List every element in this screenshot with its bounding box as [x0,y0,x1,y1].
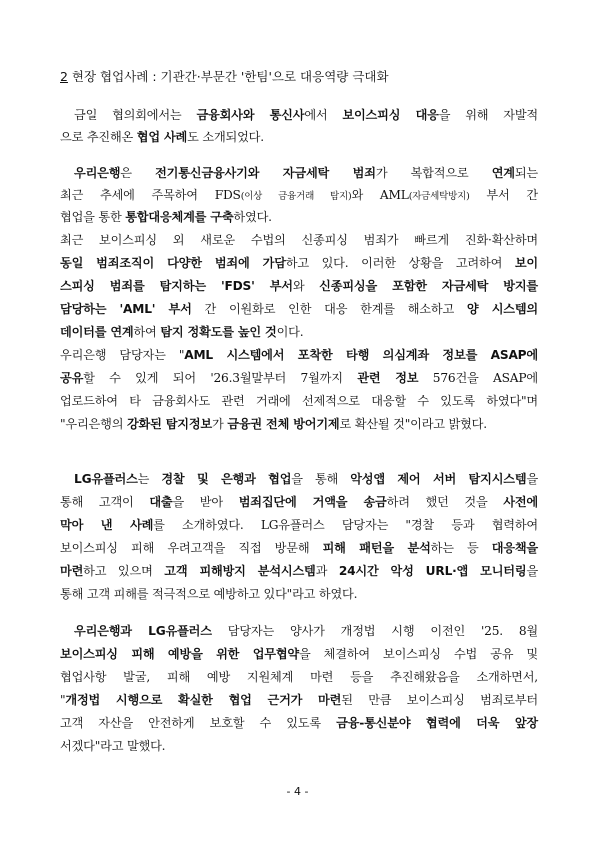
bold-text: 경찰 및 은행과 협업 [161,472,292,486]
text: "우리은행의 [60,417,127,431]
text: 을 받아 [172,495,239,509]
bold-text: 범죄집단에 거액을 송금 [238,495,387,509]
bold-text: 개정법 시행으로 확실한 협업 근거가 마련 [65,693,342,707]
p2-line-7 [60,299,538,320]
p3-line-3 [60,515,538,536]
bold-text: 동일 범죄조직이 다양한 범죄에 가담 [60,256,286,270]
p2-line-6 [60,276,538,297]
text: 간 이원화로 인한 대응 한계를 해소하고 [191,302,467,316]
text: 에서 [304,108,343,122]
text: 하고 있으며 [83,564,165,578]
text: 을 통해 [291,472,351,486]
text: 576건을 ASAP에 [418,371,538,385]
bold-text: 고객 피해방지 분석시스템 [164,564,316,578]
p2-line-3 [60,207,538,228]
bold-text: 통합대응체계를 구축 [125,210,234,224]
p2-line-10 [60,368,538,389]
text: 와 [292,279,320,293]
bold-text: 연계 [491,166,515,180]
text: 을 [526,472,539,486]
text: 가 [212,417,228,431]
text: 하여 [133,325,161,339]
text: 보이스피싱 피해 우려고객을 직접 방문해 [60,541,323,555]
p2-line-4 [60,230,538,251]
p4-line-4 [60,690,538,711]
text: 도 소개되었다. [187,130,264,144]
p2-line-11 [60,391,538,412]
bold-text: 피해 패턴을 분석 [322,541,431,555]
bold-text: 보이스피싱 대응 [342,108,439,122]
bold-text: 양 시스템의 [466,302,538,316]
bold-text: 마련 [60,564,84,578]
bold-text: LG유플러스 [74,472,138,486]
p2-line-5 [60,253,538,274]
p2-line-9 [60,345,538,366]
text: 으로 추진해온 [60,130,137,144]
bold-text: 신종피싱을 포함한 자금세탁 방지를 [319,279,539,293]
p4-line-1 [60,621,538,642]
text: 고객 자산을 안전하게 보호할 수 있도록 [60,716,337,730]
text: 하고 있다. 이러한 상황을 고려하여 [285,256,515,270]
p3-line-2 [60,492,538,513]
p4-line-5 [60,713,538,734]
bold-text: 담당하는 'AML' 부서 [60,302,192,316]
bold-text: 우리은행 [74,166,121,180]
p3-line-5 [60,561,538,582]
text: 되는 [514,166,538,180]
p3-line-4 [60,538,538,559]
bold-text: 우리은행과 LG유플러스 [74,624,212,638]
p4-line-2 [60,644,538,665]
bold-text: 공유 [60,371,84,385]
text: 최근 추세에 주목하여 FDS [60,188,241,202]
text: 담당자는 양사가 개정법 시행 이전인 '25. 8월 [211,624,538,638]
text: 가 복합적으로 [375,166,492,180]
text: 은 [120,166,156,180]
text: " [60,693,66,707]
text: 로 확산될 것"이라고 밝혔다. [339,417,487,431]
bold-text: AML 시스템에서 포착한 타행 의심계좌 정보를 ASAP에 [184,348,538,362]
bold-text: 대응책을 [491,541,538,555]
bold-text: 전기통신금융사기와 자금세탁 범죄 [155,166,376,180]
section-number: 2 [60,69,68,84]
bold-text: 탐지 정확도를 높인 것 [160,325,277,339]
text: 된 만큼 보이스피싱 범죄로부터 [341,693,538,707]
p4-line-3 [60,667,538,688]
bold-text: 강화된 탐지정보 [126,417,213,431]
text: 금일 협의회에서는 [74,108,197,122]
text: 는 [137,472,162,486]
page-number: - 4 - [286,785,309,798]
bold-text: 보이스피싱 피해 예방을 위한 업무협약 [60,647,299,661]
bold-text: 스피싱 범죄를 탐지하는 'FDS' 부서 [60,279,293,293]
small-text: (이상 금융거래 탐지) [240,191,352,202]
bold-text: 대출 [149,495,173,509]
text: 협업사항 발굴, 피해 예방 지원체계 마련 등을 추진해왔음을 소개하면서, [60,670,538,684]
bold-text: 금융회사와 통신사 [196,108,305,122]
p2-line-1 [60,163,538,184]
bold-text: 24시간 악성 URL·앱 모니터링 [338,564,527,578]
bold-text: 사전에 [503,495,538,509]
bold-text: 금융권 전체 방어기제 [227,417,340,431]
text: 협업을 통한 [60,210,126,224]
bold-text: 데이터를 연계 [60,325,134,339]
p3-line-6 [60,584,538,605]
p2-line-12 [60,414,538,435]
text: 서겠다"라고 말했다. [60,739,166,753]
p1-line-1 [60,105,538,126]
text: 업로드하여 타 금융회사도 관련 거래에 선제적으로 대응할 수 있도록 하였다"며 [60,394,538,408]
text: 을 [526,564,539,578]
p1-line-2 [60,127,538,148]
text: 하려 했던 것을 [386,495,504,509]
text: 하는 등 [430,541,492,555]
text: 통해 고객 피해를 적극적으로 예방하고 있다"라고 하였다. [60,587,358,601]
p3-line-1 [60,469,538,490]
text: 와 AML [351,188,409,202]
text: 를 소개하였다. LG유플러스 담당자는 "경찰 등과 협력하여 [153,518,538,532]
text: 부서 간 [469,188,538,202]
p4-line-6 [60,736,538,757]
text: 을 체결하여 보이스피싱 수법 공유 및 [298,647,538,661]
bold-text: 막아 낸 사례 [60,518,154,532]
section-heading [60,67,540,87]
small-text: (자금세탁방지) [408,191,470,202]
text: 하였다. [233,210,272,224]
p2-line-2 [60,185,538,207]
text: 을 위해 자발적 [438,108,539,122]
bold-text: 관련 정보 [357,371,419,385]
bold-text: 보이 [514,256,538,270]
text: 우리은행 담당자는 " [60,348,185,362]
section-title: 현장 협업사례 : 기관간·부문간 '한팀'으로 대응역량 극대화 [67,69,389,84]
text: 할 수 있게 되어 '26.3월말부터 7월까지 [83,371,358,385]
bold-text: 협업 사례 [136,130,188,144]
text: 과 [315,564,339,578]
p2-line-8 [60,322,538,343]
text: 이다. [276,325,304,339]
bold-text: 금융-통신분야 협력에 더욱 앞장 [336,716,538,730]
text: 통해 고객이 [60,495,150,509]
text: 최근 보이스피싱 외 새로운 수법의 신종피싱 범죄가 빠르게 진화·확산하며 [60,233,538,247]
bold-text: 악성앱 제어 서버 탐지시스템 [350,472,527,486]
